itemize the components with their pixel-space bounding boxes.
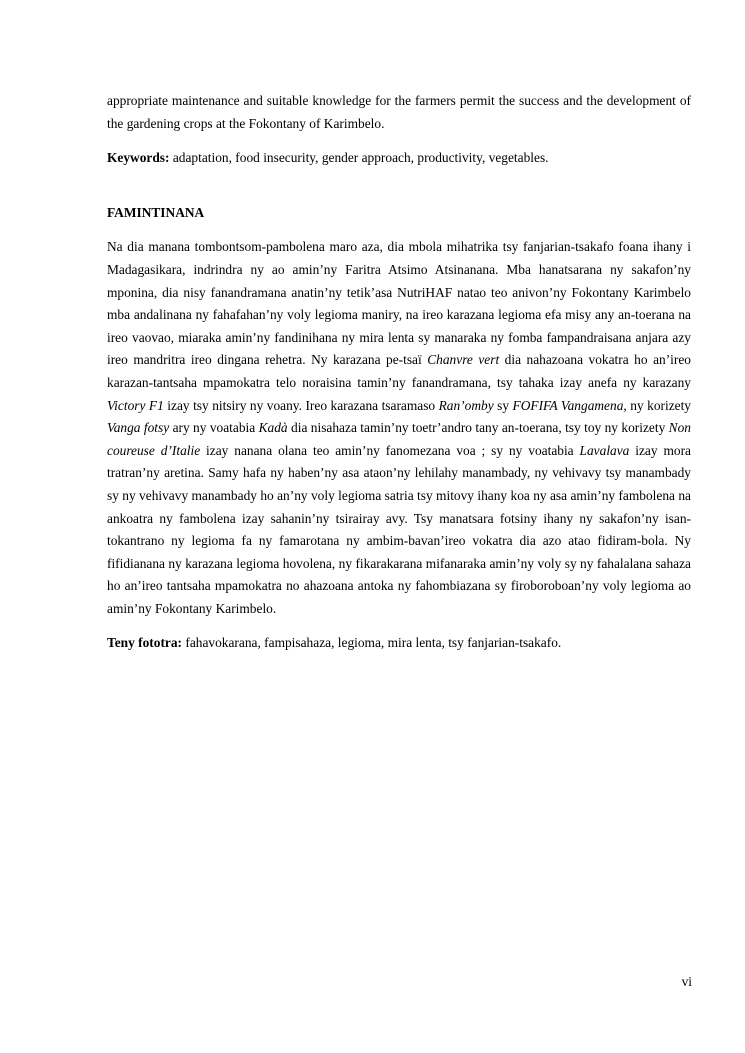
keywords-text: adaptation, food insecurity, gender approach, productivity, vegetables. [169,150,549,166]
teny-fototra-line [107,632,691,655]
variety-name: Victory F1 [107,397,164,413]
text-run: izay nanana olana teo amin’ny fanomezana voa ; sy ny voatabia [200,442,580,458]
section-heading-famintinana: FAMINTINANA [107,204,205,220]
text-run: sy [493,397,513,413]
teny-fototra-text: fahavokarana, fampisahaza, legioma, mira lenta, tsy fanjarian-tsakafo. [182,635,562,651]
teny-fototra-label: Teny fototra: [107,635,183,651]
famintinana-paragraph [107,236,691,620]
variety-name: Lavalava [579,442,630,458]
text-run: Na dia manana tombontsom-pambolena maro aza, dia mbola mihatrika tsy fanjarian-tsakafo foana ihany i Madagasikara, indrindra ny ao amin’ny Faritra Atsimo Atsinanana. Mba hanatsarana ny sakafon’ny mponina, dia nisy fanandramana anatin’ny tetik’asa NutriHAF natao teo anivon’ny Fokontany Karimbelo mba andalinana ny fahafahan’ny voly legioma maniry, na ireo karazana legioma efa misy any an-toerana na ireo vaovao, miaraka amin’ny fandinihana ny mira lenta sy manaraka ny fomba fampandraisana anjara azy ireo mandritra ireo dingana rehetra. Ny karazana pe-tsaï [107,239,691,368]
text-run: izay tsy nitsiry ny voany. Ireo karazana tsaramaso [163,397,439,413]
keywords-line [107,147,691,170]
text-run: dia nisahaza tamin’ny toetr’andro tany an-toerana, tsy toy ny korizety [287,420,669,436]
text-run: dia nahazoana vokatra ho an’ireo karazan-tantsaha mpamokatra telo noraisina tamin’ny fanandramana, tsy tahaka izay anefa ny karazany [107,352,691,390]
variety-name: FOFIFA Vangamena [512,397,624,413]
page-content [107,90,691,687]
page-number: vi [681,974,692,989]
variety-name: Chanvre vert [427,352,500,368]
variety-name: Non coureuse d’Italie [107,420,691,458]
text-run: ary ny voatabia [169,420,259,436]
variety-name: Vanga fotsy [107,420,170,436]
keywords-label: Keywords: [107,150,170,166]
variety-name: Kadà [258,420,288,436]
text-run: , ny korizety [623,397,691,413]
variety-name: Ran’omby [438,397,494,413]
abstract-end-paragraph: appropriate maintenance and suitable knowledge for the farmers permit the success and the development of the gardening crops at the Fokontany of Karimbelo. [107,93,691,131]
text-run: izay mora tratran’ny aretina. Samy hafa ny haben’ny asa ataon’ny lehilahy manambady, ny vehivavy tsy manambady sy ny vehivavy manambady ho an’ny voly legioma satria tsy mitovy ihany koa ny asa amin’ny fambolena na ankoatra ny fambolena izay sahanin’ny tsirairay avy. Tsy manatsara fotsiny ihany ny sakafon’ny isan-tokantrano ny legioma fa ny famarotana ny ambim-bavan’ireo vokatra dia azo atao fidiram-bola. Ny fifidianana ny karazana legioma hovolena, ny fikarakarana mifanaraka amin’ny voly sy ny fahalalana sahaza ho an’ireo tantsaha mpamokatra no ahazoana antoka ny fahombiazana sy firoboroboan’ny voly legioma ao amin’ny Fokontany Karimbelo. [107,442,691,616]
